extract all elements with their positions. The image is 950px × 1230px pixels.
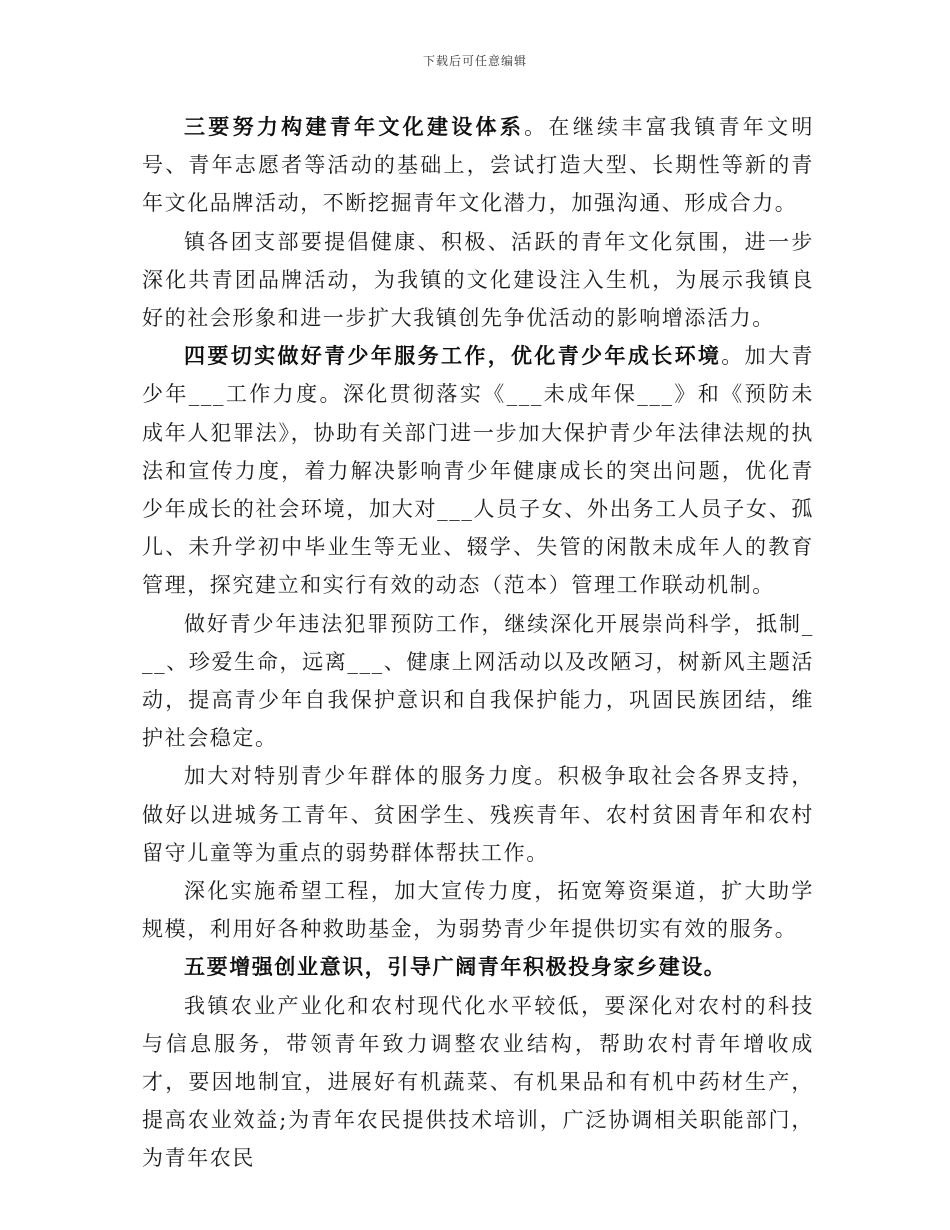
paragraph-2-text: 镇各团支部要提倡健康、积极、活跃的青年文化氛围，进一步深化共青团品牌活动，为我镇的文化建设注入生机，为展示我镇良好的社会形象和进一步扩大我镇创先争优活动的影响增添活力。 <box>142 229 814 331</box>
paragraph-6 <box>142 872 814 948</box>
document-body <box>142 108 814 1178</box>
paragraph-7 <box>142 948 814 986</box>
paragraph-7-heading: 五要增强创业意识，引导广阔青年积极投身家乡建设。 <box>184 954 727 980</box>
paragraph-5 <box>142 757 814 872</box>
paragraph-3 <box>142 337 814 604</box>
paragraph-1 <box>142 108 814 223</box>
paragraph-4 <box>142 605 814 758</box>
paragraph-4-text: 做好青少年违法犯罪预防工作，继续深化开展崇尚科学，抵制___、珍爱生命，远离___、健康上网活动以及改陋习，树新风主题活动，提高青少年自我保护意识和自我保护能力，巩固民族团结，维护社会稳定。 <box>142 611 814 751</box>
page-header: 下载后可任意编辑 <box>422 54 527 68</box>
paragraph-1-heading: 三要努力构建青年文化建设体系 <box>184 114 525 139</box>
paragraph-1-text: 。在继续丰富我镇青年文明号、青年志愿者等活动的基础上，尝试打造大型、长期性等新的青年文化品牌活动，不断挖掘青年文化潜力，加强沟通、形成合力。 <box>142 115 814 216</box>
paragraph-5-text: 加大对特别青少年群体的服务力度。积极争取社会各界支持，做好以进城务工青年、贫困学生、残疾青年、农村贫困青年和农村留守儿童等为重点的弱势群体帮扶工作。 <box>142 764 814 865</box>
paragraph-6-text: 深化实施希望工程，加大宣传力度，拓宽筹资渠道，扩大助学规模，利用好各种救助基金，为弱势青少年提供切实有效的服务。 <box>142 879 814 942</box>
paragraph-3-heading: 四要切实做好青少年服务工作，优化青少年成长环境 <box>184 343 722 369</box>
paragraph-3-text: 。加大青少年___工作力度。深化贯彻落实《___未成年保___》和《预防未成年人犯罪法》，协助有关部门进一步加大保护青少年法律法规的执法和宣传力度，着力解决影响青少年健康成长的突出问题，优化青少年成长的社会环境，加大对___人员子女、外出务工人员子女、孤儿、未升学初中毕业生等无业、辍学、失管的闲散未成年人的教育管理，探究建立和实行有效的动态（范本）管理工作联动机制。 <box>142 344 814 598</box>
paragraph-2 <box>142 223 814 338</box>
paragraph-8-text: 我镇农业产业化和农村现代化水平较低，要深化对农村的科技与信息服务，带领青年致力调整农业结构，帮助农村青年增收成才，要因地制宜，进展好有机蔬菜、有机果品和有机中药材生产，提高农业效益;为青年农民提供技术培训，广泛协调相关职能部门，为青年农民 <box>142 993 814 1171</box>
paragraph-8 <box>142 987 814 1178</box>
